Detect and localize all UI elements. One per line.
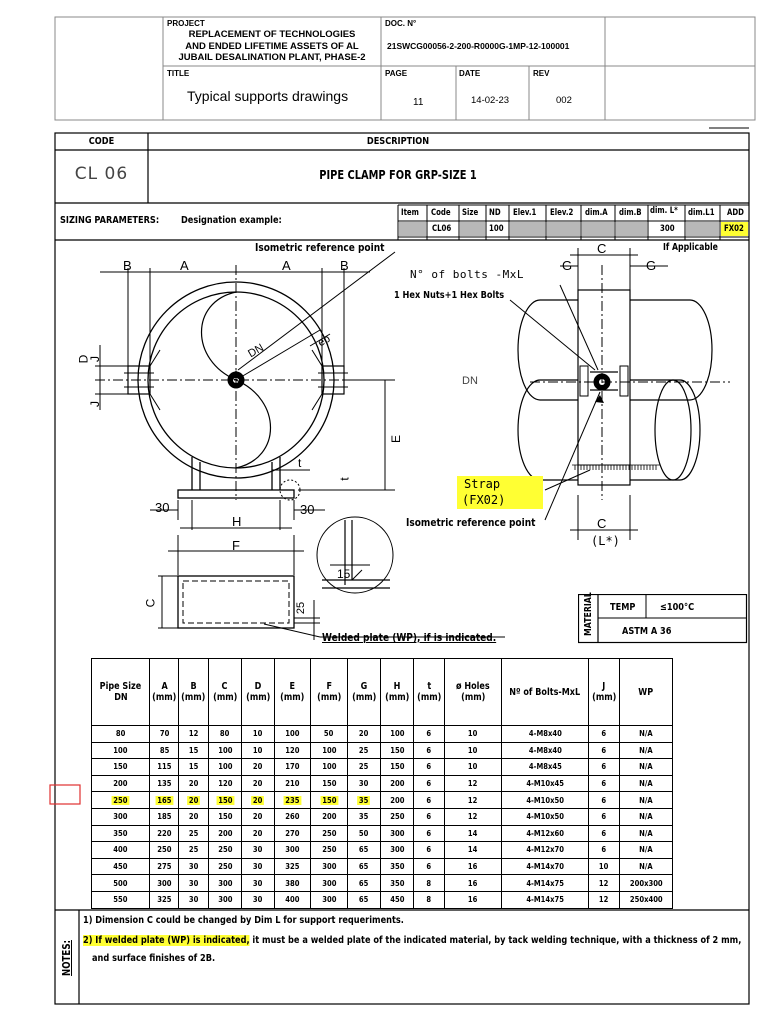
table-cell: 25	[179, 825, 208, 842]
table-cell: 6	[413, 759, 444, 776]
table-cell: 10	[241, 726, 274, 743]
table-cell: 10	[444, 726, 501, 743]
table-cell: 4-M10x45	[501, 775, 588, 792]
table-cell: 325	[274, 858, 310, 875]
table-cell: 20	[179, 775, 208, 792]
table-cell: 8	[413, 875, 444, 892]
table-cell: 6	[413, 792, 444, 809]
table-cell: 350	[380, 875, 413, 892]
sizing-value-add: FX02	[724, 224, 744, 234]
table-cell: 250x400	[619, 891, 672, 908]
dim-c-side-top: C	[597, 241, 607, 256]
table-cell: 35	[347, 792, 380, 809]
table-cell: 30	[241, 891, 274, 908]
table-cell: 70	[150, 726, 179, 743]
table-cell: 20	[241, 808, 274, 825]
sizing-value-diml: 300	[660, 224, 675, 234]
table-cell: N/A	[619, 759, 672, 776]
table-cell: 185	[150, 808, 179, 825]
table-cell: 20	[241, 792, 274, 809]
table-cell: 100	[208, 742, 241, 759]
table-cell: N/A	[619, 858, 672, 875]
table-header-cell: WP	[619, 659, 672, 726]
sizing-header-item: Item	[401, 208, 419, 218]
table-cell: 14	[444, 842, 501, 859]
bolts-label: N° of bolts -MxL	[410, 268, 524, 281]
table-cell: 300	[208, 891, 241, 908]
table-cell: 16	[444, 858, 501, 875]
table-cell: 300	[310, 858, 347, 875]
table-cell: 120	[274, 742, 310, 759]
table-cell: N/A	[619, 825, 672, 842]
table-cell: 400	[274, 891, 310, 908]
table-cell: 4-M10x50	[501, 808, 588, 825]
table-cell: N/A	[619, 726, 672, 743]
table-cell: 300	[274, 842, 310, 859]
dim-j-top: J	[88, 356, 102, 362]
project-label: PROJECT	[167, 19, 205, 28]
sizing-header-code: Code	[431, 208, 451, 218]
table-row	[92, 891, 673, 908]
table-cell: 250	[208, 842, 241, 859]
dim-a-right: A	[282, 258, 291, 273]
date-label: DATE	[459, 69, 481, 78]
table-cell: 200x300	[619, 875, 672, 892]
table-cell: 6	[413, 742, 444, 759]
table-cell: 50	[347, 825, 380, 842]
table-cell: 100	[208, 759, 241, 776]
table-cell: 400	[92, 842, 150, 859]
table-cell: 250	[208, 858, 241, 875]
code-header: CODE	[88, 136, 115, 147]
table-cell: 300	[380, 842, 413, 859]
table-row	[92, 825, 673, 842]
table-cell: 150	[380, 742, 413, 759]
dim-l-star: (L*)	[591, 534, 620, 548]
table-cell: 6	[588, 792, 619, 809]
rev-label: REV	[533, 69, 550, 78]
dim-g-left: G	[562, 258, 573, 273]
table-cell: N/A	[619, 808, 672, 825]
dim-j-bottom: J	[88, 401, 102, 407]
table-cell: 135	[150, 775, 179, 792]
table-row	[92, 775, 673, 792]
table-cell: 30	[241, 875, 274, 892]
sizing-header-nd: ND	[489, 208, 501, 218]
table-cell: 300	[380, 825, 413, 842]
table-cell: N/A	[619, 742, 672, 759]
table-cell: 4-M8x40	[501, 742, 588, 759]
table-cell: 6	[413, 825, 444, 842]
table-cell: 100	[380, 726, 413, 743]
table-cell: N/A	[619, 775, 672, 792]
table-cell: 300	[150, 875, 179, 892]
iso-ref-bottom-label: Isometric reference point	[406, 516, 536, 529]
table-cell: 6	[588, 825, 619, 842]
table-cell: 250	[380, 808, 413, 825]
strap-label: Strap	[464, 477, 501, 491]
table-cell: 150	[310, 792, 347, 809]
sizing-header-size: Size	[462, 208, 479, 218]
table-cell: 6	[413, 858, 444, 875]
table-row	[92, 842, 673, 859]
table-header-cell: F (mm)	[310, 659, 347, 726]
table-row	[92, 792, 673, 809]
dim-c-plate: C	[143, 598, 158, 608]
sizing-header-dimb: dim.B	[619, 208, 642, 218]
dim-f: F	[232, 538, 240, 553]
table-cell: 12	[588, 875, 619, 892]
table-cell: 80	[92, 726, 150, 743]
table-cell: 4-M8x45	[501, 759, 588, 776]
code-value: CL 06	[74, 164, 129, 184]
table-cell: 250	[310, 825, 347, 842]
table-cell: 35	[347, 808, 380, 825]
designation-example: Designation example:	[181, 215, 282, 226]
table-cell: 80	[208, 726, 241, 743]
dimensions-table	[91, 658, 673, 909]
dim-g-right: G	[646, 258, 657, 273]
table-cell: 10	[588, 858, 619, 875]
table-cell: 210	[274, 775, 310, 792]
material-spec: ASTM A 36	[622, 626, 672, 637]
table-cell: 85	[150, 742, 179, 759]
table-cell: 4-M12x70	[501, 842, 588, 859]
dim-25: 25	[295, 601, 308, 615]
table-cell: 300	[310, 891, 347, 908]
table-cell: 100	[92, 742, 150, 759]
table-cell: 6	[588, 775, 619, 792]
table-cell: 6	[588, 808, 619, 825]
project-line-2: AND ENDED LIFETIME ASSETS OF AL	[185, 40, 359, 52]
table-header-cell: E (mm)	[274, 659, 310, 726]
sizing-header-diml: dim. L*	[650, 206, 678, 216]
table-cell: 20	[179, 792, 208, 809]
table-cell: 300	[92, 808, 150, 825]
iso-ref-top-label: Isometric reference point	[255, 241, 385, 254]
dim-d: D	[76, 354, 91, 364]
sizing-header-dima: dim.A	[585, 208, 608, 218]
sizing-value-nd: 100	[489, 224, 504, 234]
table-cell: 6	[588, 726, 619, 743]
table-cell: 6	[413, 808, 444, 825]
dn-label-front: DN	[246, 341, 266, 361]
table-cell: 200	[310, 808, 347, 825]
dim-30-left: 30	[155, 500, 170, 515]
dim-t-detail: t	[337, 477, 352, 481]
table-cell: 10	[241, 742, 274, 759]
table-row	[92, 759, 673, 776]
table-header-cell: J (mm)	[588, 659, 619, 726]
table-cell: 30	[241, 842, 274, 859]
table-cell: 30	[179, 858, 208, 875]
dim-30-right: 30	[300, 502, 315, 517]
table-cell: 4-M8x40	[501, 726, 588, 743]
notes-label: NOTES:	[61, 940, 73, 976]
table-header-cell: B (mm)	[179, 659, 208, 726]
table-cell: 250	[150, 842, 179, 859]
note-2-line-2: and surface finishes of 2B.	[92, 953, 216, 964]
table-cell: 220	[150, 825, 179, 842]
table-header-cell: H (mm)	[380, 659, 413, 726]
table-cell: 4-M14x70	[501, 858, 588, 875]
table-cell: 6	[588, 759, 619, 776]
page-number: 11	[413, 97, 424, 108]
table-cell: 20	[179, 808, 208, 825]
table-cell: 350	[92, 825, 150, 842]
dn-label-side: DN	[462, 375, 478, 387]
table-cell: 15	[179, 742, 208, 759]
table-row	[92, 875, 673, 892]
table-header-cell: Nº of Bolts-MxL	[501, 659, 588, 726]
table-row	[92, 858, 673, 875]
table-cell: 380	[274, 875, 310, 892]
project-line-1: REPLACEMENT OF TECHNOLOGIES	[188, 29, 356, 40]
page-label: PAGE	[385, 69, 408, 78]
table-cell: 150	[208, 792, 241, 809]
table-cell: 12	[179, 726, 208, 743]
table-header-cell: C (mm)	[208, 659, 241, 726]
table-cell: 450	[380, 891, 413, 908]
nuts-label: 1 Hex Nuts+1 Hex Bolts	[394, 290, 505, 301]
table-cell: 30	[241, 858, 274, 875]
table-row	[92, 726, 673, 743]
table-cell: 16	[444, 875, 501, 892]
table-cell: 25	[347, 759, 380, 776]
table-cell: 25	[347, 742, 380, 759]
temp-label: TEMP	[610, 602, 636, 613]
table-cell: 20	[241, 759, 274, 776]
dim-a-left: A	[180, 258, 189, 273]
dim-h: H	[232, 514, 242, 529]
description-header: DESCRIPTION	[366, 136, 430, 147]
table-header-cell: A (mm)	[150, 659, 179, 726]
note-2	[83, 935, 741, 946]
table-cell: 150	[208, 808, 241, 825]
table-cell: 270	[274, 825, 310, 842]
sizing-header-elev2: Elev.2	[550, 208, 574, 218]
table-cell: 100	[310, 759, 347, 776]
table-cell: 6	[588, 742, 619, 759]
doc-number: 21SWCG00056-2-200-R0000G-1MP-12-100001	[387, 41, 570, 51]
document-title: Typical supports drawings	[187, 88, 349, 104]
note-2-highlight: 2) If welded plate (WP) is indicated,	[83, 935, 250, 946]
title-label: TITLE	[167, 69, 190, 78]
table-cell: 450	[92, 858, 150, 875]
note-2-rest: it must be a welded plate of the indicated material, by tack welding technique, with a thickness of 2 mm,	[249, 935, 742, 946]
table-cell: N/A	[619, 842, 672, 859]
table-header-cell: G (mm)	[347, 659, 380, 726]
table-cell: 100	[274, 726, 310, 743]
table-cell: 500	[92, 875, 150, 892]
table-cell: 100	[310, 742, 347, 759]
table-cell: 150	[380, 759, 413, 776]
table-cell: 235	[274, 792, 310, 809]
table-cell: 30	[179, 891, 208, 908]
sizing-header-diml1: dim.L1	[688, 208, 715, 218]
table-cell: 12	[444, 775, 501, 792]
table-header-row	[92, 659, 673, 726]
table-cell: 6	[413, 726, 444, 743]
table-cell: 20	[241, 775, 274, 792]
table-cell: 550	[92, 891, 150, 908]
table-cell: 50	[310, 726, 347, 743]
table-row	[92, 808, 673, 825]
table-cell: 250	[92, 792, 150, 809]
table-cell: 4-M14x75	[501, 891, 588, 908]
table-cell: 65	[347, 875, 380, 892]
table-cell: 20	[347, 726, 380, 743]
table-cell: 275	[150, 858, 179, 875]
table-cell: 150	[310, 775, 347, 792]
if-applicable-note: If Applicable	[663, 242, 718, 253]
table-cell: 6	[413, 775, 444, 792]
table-cell: 6	[413, 842, 444, 859]
table-cell: 15	[179, 759, 208, 776]
table-cell: 4-M14x75	[501, 875, 588, 892]
table-cell: 200	[380, 775, 413, 792]
table-cell: 30	[179, 875, 208, 892]
table-cell: 65	[347, 858, 380, 875]
table-cell: 165	[150, 792, 179, 809]
table-cell: 4-M12x60	[501, 825, 588, 842]
table-header-cell: t (mm)	[413, 659, 444, 726]
description-value: PIPE CLAMP FOR GRP-SIZE 1	[319, 168, 477, 182]
date-value: 14-02-23	[471, 95, 510, 106]
dim-b-right: B	[340, 258, 349, 273]
table-cell: 300	[310, 875, 347, 892]
table-cell: 65	[347, 891, 380, 908]
table-cell: 8	[413, 891, 444, 908]
table-cell: 300	[208, 875, 241, 892]
table-header-cell: Pipe Size DN	[92, 659, 150, 726]
table-row	[92, 742, 673, 759]
ep-label: ep	[315, 332, 333, 350]
table-cell: 150	[92, 759, 150, 776]
sizing-header-elev1: Elev.1	[513, 208, 537, 218]
table-cell: 4-M10x50	[501, 792, 588, 809]
dim-b-left: B	[123, 258, 132, 273]
table-cell: 170	[274, 759, 310, 776]
table-cell: 16	[444, 891, 501, 908]
table-cell: 200	[380, 792, 413, 809]
welded-plate-label: Welded plate (WP), if is indicated.	[322, 631, 497, 644]
table-cell: 65	[347, 842, 380, 859]
table-cell: 6	[588, 842, 619, 859]
table-header-cell: D (mm)	[241, 659, 274, 726]
material-label: MATERIAL	[583, 592, 594, 636]
table-cell: 325	[150, 891, 179, 908]
table-cell: 12	[444, 808, 501, 825]
strap-code: (FX02)	[462, 493, 506, 507]
dim-e: E	[389, 434, 404, 444]
note-1: 1) Dimension C could be changed by Dim L for support requeriments.	[83, 915, 404, 926]
doc-label: DOC. N°	[385, 19, 417, 28]
sizing-label: SIZING PARAMETERS:	[60, 215, 160, 226]
table-cell: 120	[208, 775, 241, 792]
table-cell: 30	[347, 775, 380, 792]
dim-15: 15	[337, 567, 351, 581]
table-cell: 350	[380, 858, 413, 875]
table-cell: 12	[444, 792, 501, 809]
table-cell: 14	[444, 825, 501, 842]
table-cell: 20	[241, 825, 274, 842]
table-cell: 250	[310, 842, 347, 859]
table-cell: 10	[444, 742, 501, 759]
table-cell: 200	[208, 825, 241, 842]
sizing-header-add: ADD	[727, 208, 744, 218]
table-cell: 200	[92, 775, 150, 792]
project-line-3: JUBAIL DESALINATION PLANT, PHASE-2	[178, 52, 366, 63]
rev-value: 002	[556, 95, 572, 106]
table-cell: 10	[444, 759, 501, 776]
table-cell: 25	[179, 842, 208, 859]
dim-c-side-bottom: C	[597, 516, 607, 531]
table-cell: 260	[274, 808, 310, 825]
sizing-value-code: CL06	[432, 224, 452, 234]
table-cell: N/A	[619, 792, 672, 809]
table-cell: 12	[588, 891, 619, 908]
table-header-cell: ø Holes (mm)	[444, 659, 501, 726]
dim-t-front: t	[298, 456, 302, 470]
table-cell: 115	[150, 759, 179, 776]
temp-value: ≤100°C	[660, 602, 695, 613]
